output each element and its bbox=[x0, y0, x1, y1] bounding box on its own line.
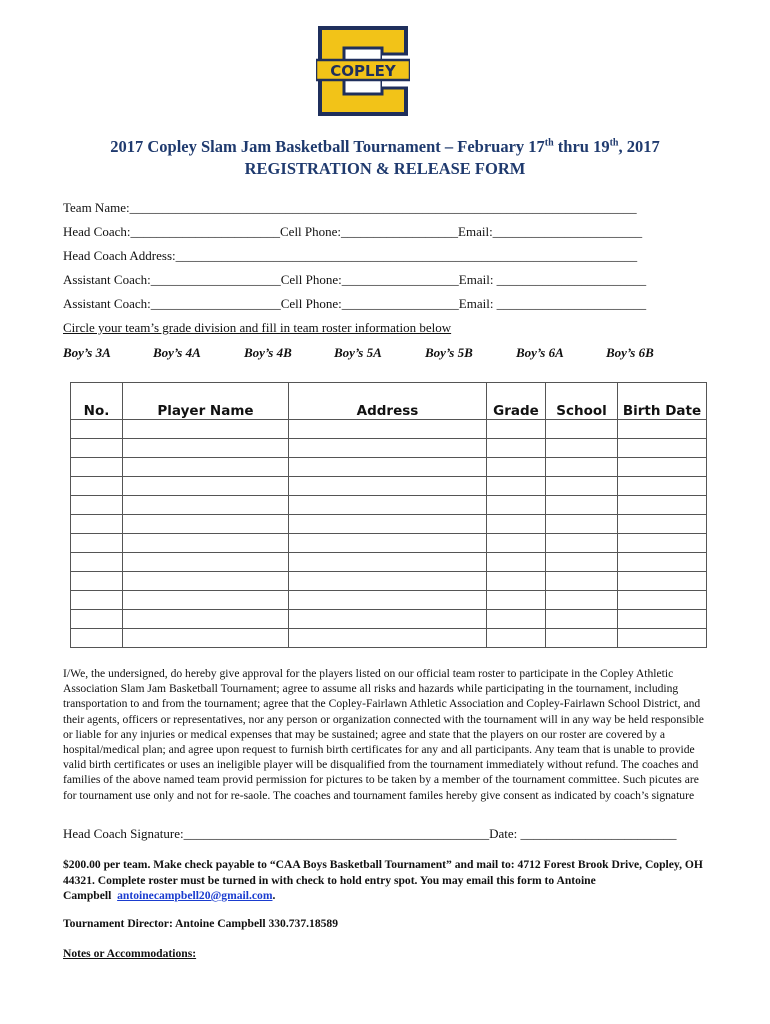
roster-cell[interactable] bbox=[71, 420, 123, 439]
roster-cell[interactable] bbox=[289, 515, 487, 534]
roster-cell[interactable] bbox=[546, 439, 618, 458]
roster-cell[interactable] bbox=[618, 477, 707, 496]
roster-cell[interactable] bbox=[71, 591, 123, 610]
division-6b[interactable]: Boy’s 6B bbox=[606, 345, 654, 360]
roster-cell[interactable] bbox=[487, 477, 546, 496]
roster-cell[interactable] bbox=[123, 534, 289, 553]
logo-text: COPLEY bbox=[330, 62, 396, 80]
roster-cell[interactable] bbox=[289, 439, 487, 458]
roster-cell[interactable] bbox=[546, 534, 618, 553]
roster-cell[interactable] bbox=[618, 515, 707, 534]
roster-header-row bbox=[71, 383, 707, 420]
roster-cell[interactable] bbox=[71, 439, 123, 458]
copley-logo bbox=[316, 24, 410, 118]
tournament-director: Tournament Director: Antoine Campbell 330.737.18589 bbox=[63, 917, 339, 930]
roster-cell[interactable] bbox=[123, 477, 289, 496]
signature-field[interactable]: Head Coach Signature:_______________________________________________Date: ________________________ bbox=[63, 826, 677, 841]
table-row bbox=[71, 477, 707, 496]
form-title: 2017 Copley Slam Jam Basketball Tournament – February 17th thru 19th, 2017 REGISTRATION & RELEASE FORM bbox=[0, 136, 770, 180]
release-statement: I/We, the undersigned, do hereby give approval for the players listed on our official team roster to participate in the Copley Athletic Association Slam Jam Basketball Tournament; agree to assume all risks and hazards while participating in the tournament, including transportation to and from the tournament; agree that the Copley-Fairlawn Athletic Association and Copley-Fairlawn School District, and their agents, officers or representatives, nor any person or organization connected with the tournament will in any way be held responsible or liable for any injuries or medical expenses that may be sustained; agree and state that the players on our roster are covered by a hospital/medical plan; and agree upon request to furnish birth certificates for any and all participants. Any team that is unable to provide valid birth certificates or uses an ineligible player will be disqualified from the tournament immediately without refund. The coaches and families of the above named team provid permission for pictures to be taken by a member of the tournament committee. Such picutes are for tournament use only and not for re-saole. The coaches and tournament familes hereby give consent as indicated by coach’s signature bbox=[63, 667, 704, 802]
roster-cell[interactable] bbox=[123, 610, 289, 629]
team-name-field[interactable]: Team Name:______________________________________________________________________________ bbox=[63, 200, 637, 215]
roster-cell[interactable] bbox=[487, 534, 546, 553]
header-grade: Grade bbox=[487, 383, 546, 420]
header-address: Address bbox=[289, 383, 487, 420]
assistant-coach-field-2[interactable]: Assistant Coach:____________________Cell Phone:__________________Email: _______________________ bbox=[63, 296, 647, 311]
roster-cell[interactable] bbox=[289, 553, 487, 572]
roster-cell[interactable] bbox=[487, 591, 546, 610]
roster-cell[interactable] bbox=[546, 458, 618, 477]
roster-cell[interactable] bbox=[71, 496, 123, 515]
roster-cell[interactable] bbox=[546, 629, 618, 648]
roster-cell[interactable] bbox=[546, 591, 618, 610]
roster-cell[interactable] bbox=[487, 458, 546, 477]
roster-cell[interactable] bbox=[487, 610, 546, 629]
roster-cell[interactable] bbox=[618, 610, 707, 629]
roster-cell[interactable] bbox=[123, 439, 289, 458]
roster-cell[interactable] bbox=[71, 629, 123, 648]
roster-cell[interactable] bbox=[123, 420, 289, 439]
form-subtitle: REGISTRATION & RELEASE FORM bbox=[244, 159, 526, 178]
division-5b[interactable]: Boy’s 5B bbox=[425, 345, 473, 360]
roster-cell[interactable] bbox=[71, 477, 123, 496]
header-player-name: Player Name bbox=[123, 383, 289, 420]
table-row bbox=[71, 572, 707, 591]
roster-cell[interactable] bbox=[618, 439, 707, 458]
roster-cell[interactable] bbox=[123, 572, 289, 591]
roster-cell[interactable] bbox=[71, 534, 123, 553]
notes-heading: Notes or Accommodations: bbox=[63, 947, 197, 960]
contact-email-link[interactable]: antoinecampbell20@gmail.com bbox=[117, 889, 273, 902]
table-row bbox=[71, 610, 707, 629]
roster-cell[interactable] bbox=[123, 591, 289, 610]
roster-cell[interactable] bbox=[546, 420, 618, 439]
roster-cell[interactable] bbox=[618, 496, 707, 515]
assistant-coach-field-1[interactable]: Assistant Coach:____________________Cell Phone:__________________Email: _______________________ bbox=[63, 272, 647, 287]
roster-cell[interactable] bbox=[289, 591, 487, 610]
division-4b[interactable]: Boy’s 4B bbox=[244, 345, 292, 360]
roster-cell[interactable] bbox=[487, 420, 546, 439]
roster-cell[interactable] bbox=[618, 572, 707, 591]
roster-cell[interactable] bbox=[546, 553, 618, 572]
division-6a[interactable]: Boy’s 6A bbox=[516, 345, 564, 360]
fee-instructions: $200.00 per team. Make check payable to “CAA Boys Basketball Tournament” and mail to: 4712 Forest Brook Drive, Copley, OH 44321. Complete roster must be turned in with check to hold entry spot. You may email this form to Antoine Campbell antoinecampbell20@gmail.com. bbox=[63, 858, 703, 902]
roster-cell[interactable] bbox=[71, 572, 123, 591]
roster-cell[interactable] bbox=[487, 496, 546, 515]
table-row bbox=[71, 629, 707, 648]
roster-body bbox=[71, 420, 707, 648]
roster-cell[interactable] bbox=[546, 572, 618, 591]
table-row bbox=[71, 534, 707, 553]
table-row bbox=[71, 553, 707, 572]
table-row bbox=[71, 420, 707, 439]
roster-cell[interactable] bbox=[546, 610, 618, 629]
roster-cell[interactable] bbox=[618, 591, 707, 610]
table-row bbox=[71, 496, 707, 515]
roster-cell[interactable] bbox=[546, 477, 618, 496]
roster-cell[interactable] bbox=[123, 496, 289, 515]
table-row bbox=[71, 515, 707, 534]
roster-cell[interactable] bbox=[618, 629, 707, 648]
header-no: No. bbox=[71, 383, 123, 420]
roster-cell[interactable] bbox=[289, 496, 487, 515]
head-coach-field[interactable]: Head Coach:_______________________Cell Phone:__________________Email:_______________________ bbox=[63, 224, 643, 239]
roster-cell[interactable] bbox=[71, 553, 123, 572]
roster-cell[interactable] bbox=[618, 420, 707, 439]
roster-cell[interactable] bbox=[289, 629, 487, 648]
roster-cell[interactable] bbox=[487, 629, 546, 648]
table-row bbox=[71, 439, 707, 458]
roster-cell[interactable] bbox=[71, 515, 123, 534]
roster-cell[interactable] bbox=[618, 534, 707, 553]
roster-cell[interactable] bbox=[71, 458, 123, 477]
roster-cell[interactable] bbox=[487, 439, 546, 458]
roster-cell[interactable] bbox=[289, 610, 487, 629]
roster-cell[interactable] bbox=[123, 458, 289, 477]
roster-table bbox=[70, 382, 707, 648]
roster-cell[interactable] bbox=[289, 420, 487, 439]
roster-cell[interactable] bbox=[123, 515, 289, 534]
roster-cell[interactable] bbox=[618, 553, 707, 572]
header-birth-date: Birth Date bbox=[618, 383, 707, 420]
division-3a[interactable]: Boy’s 3A bbox=[63, 345, 111, 360]
table-row bbox=[71, 458, 707, 477]
roster-cell[interactable] bbox=[487, 515, 546, 534]
roster-cell[interactable] bbox=[546, 496, 618, 515]
table-row bbox=[71, 591, 707, 610]
head-coach-address-field[interactable]: Head Coach Address:_______________________________________________________________________ bbox=[63, 248, 638, 263]
roster-cell[interactable] bbox=[289, 572, 487, 591]
roster-cell[interactable] bbox=[546, 515, 618, 534]
division-5a[interactable]: Boy’s 5A bbox=[334, 345, 382, 360]
roster-cell[interactable] bbox=[618, 458, 707, 477]
roster-cell[interactable] bbox=[289, 477, 487, 496]
roster-cell[interactable] bbox=[71, 610, 123, 629]
roster-cell[interactable] bbox=[487, 553, 546, 572]
header-school: School bbox=[546, 383, 618, 420]
roster-cell[interactable] bbox=[289, 458, 487, 477]
roster-cell[interactable] bbox=[123, 629, 289, 648]
division-4a[interactable]: Boy’s 4A bbox=[153, 345, 201, 360]
roster-cell[interactable] bbox=[487, 572, 546, 591]
roster-cell[interactable] bbox=[289, 534, 487, 553]
division-instruction: Circle your team’s grade division and fill in team roster information below bbox=[63, 320, 452, 335]
roster-cell[interactable] bbox=[123, 553, 289, 572]
